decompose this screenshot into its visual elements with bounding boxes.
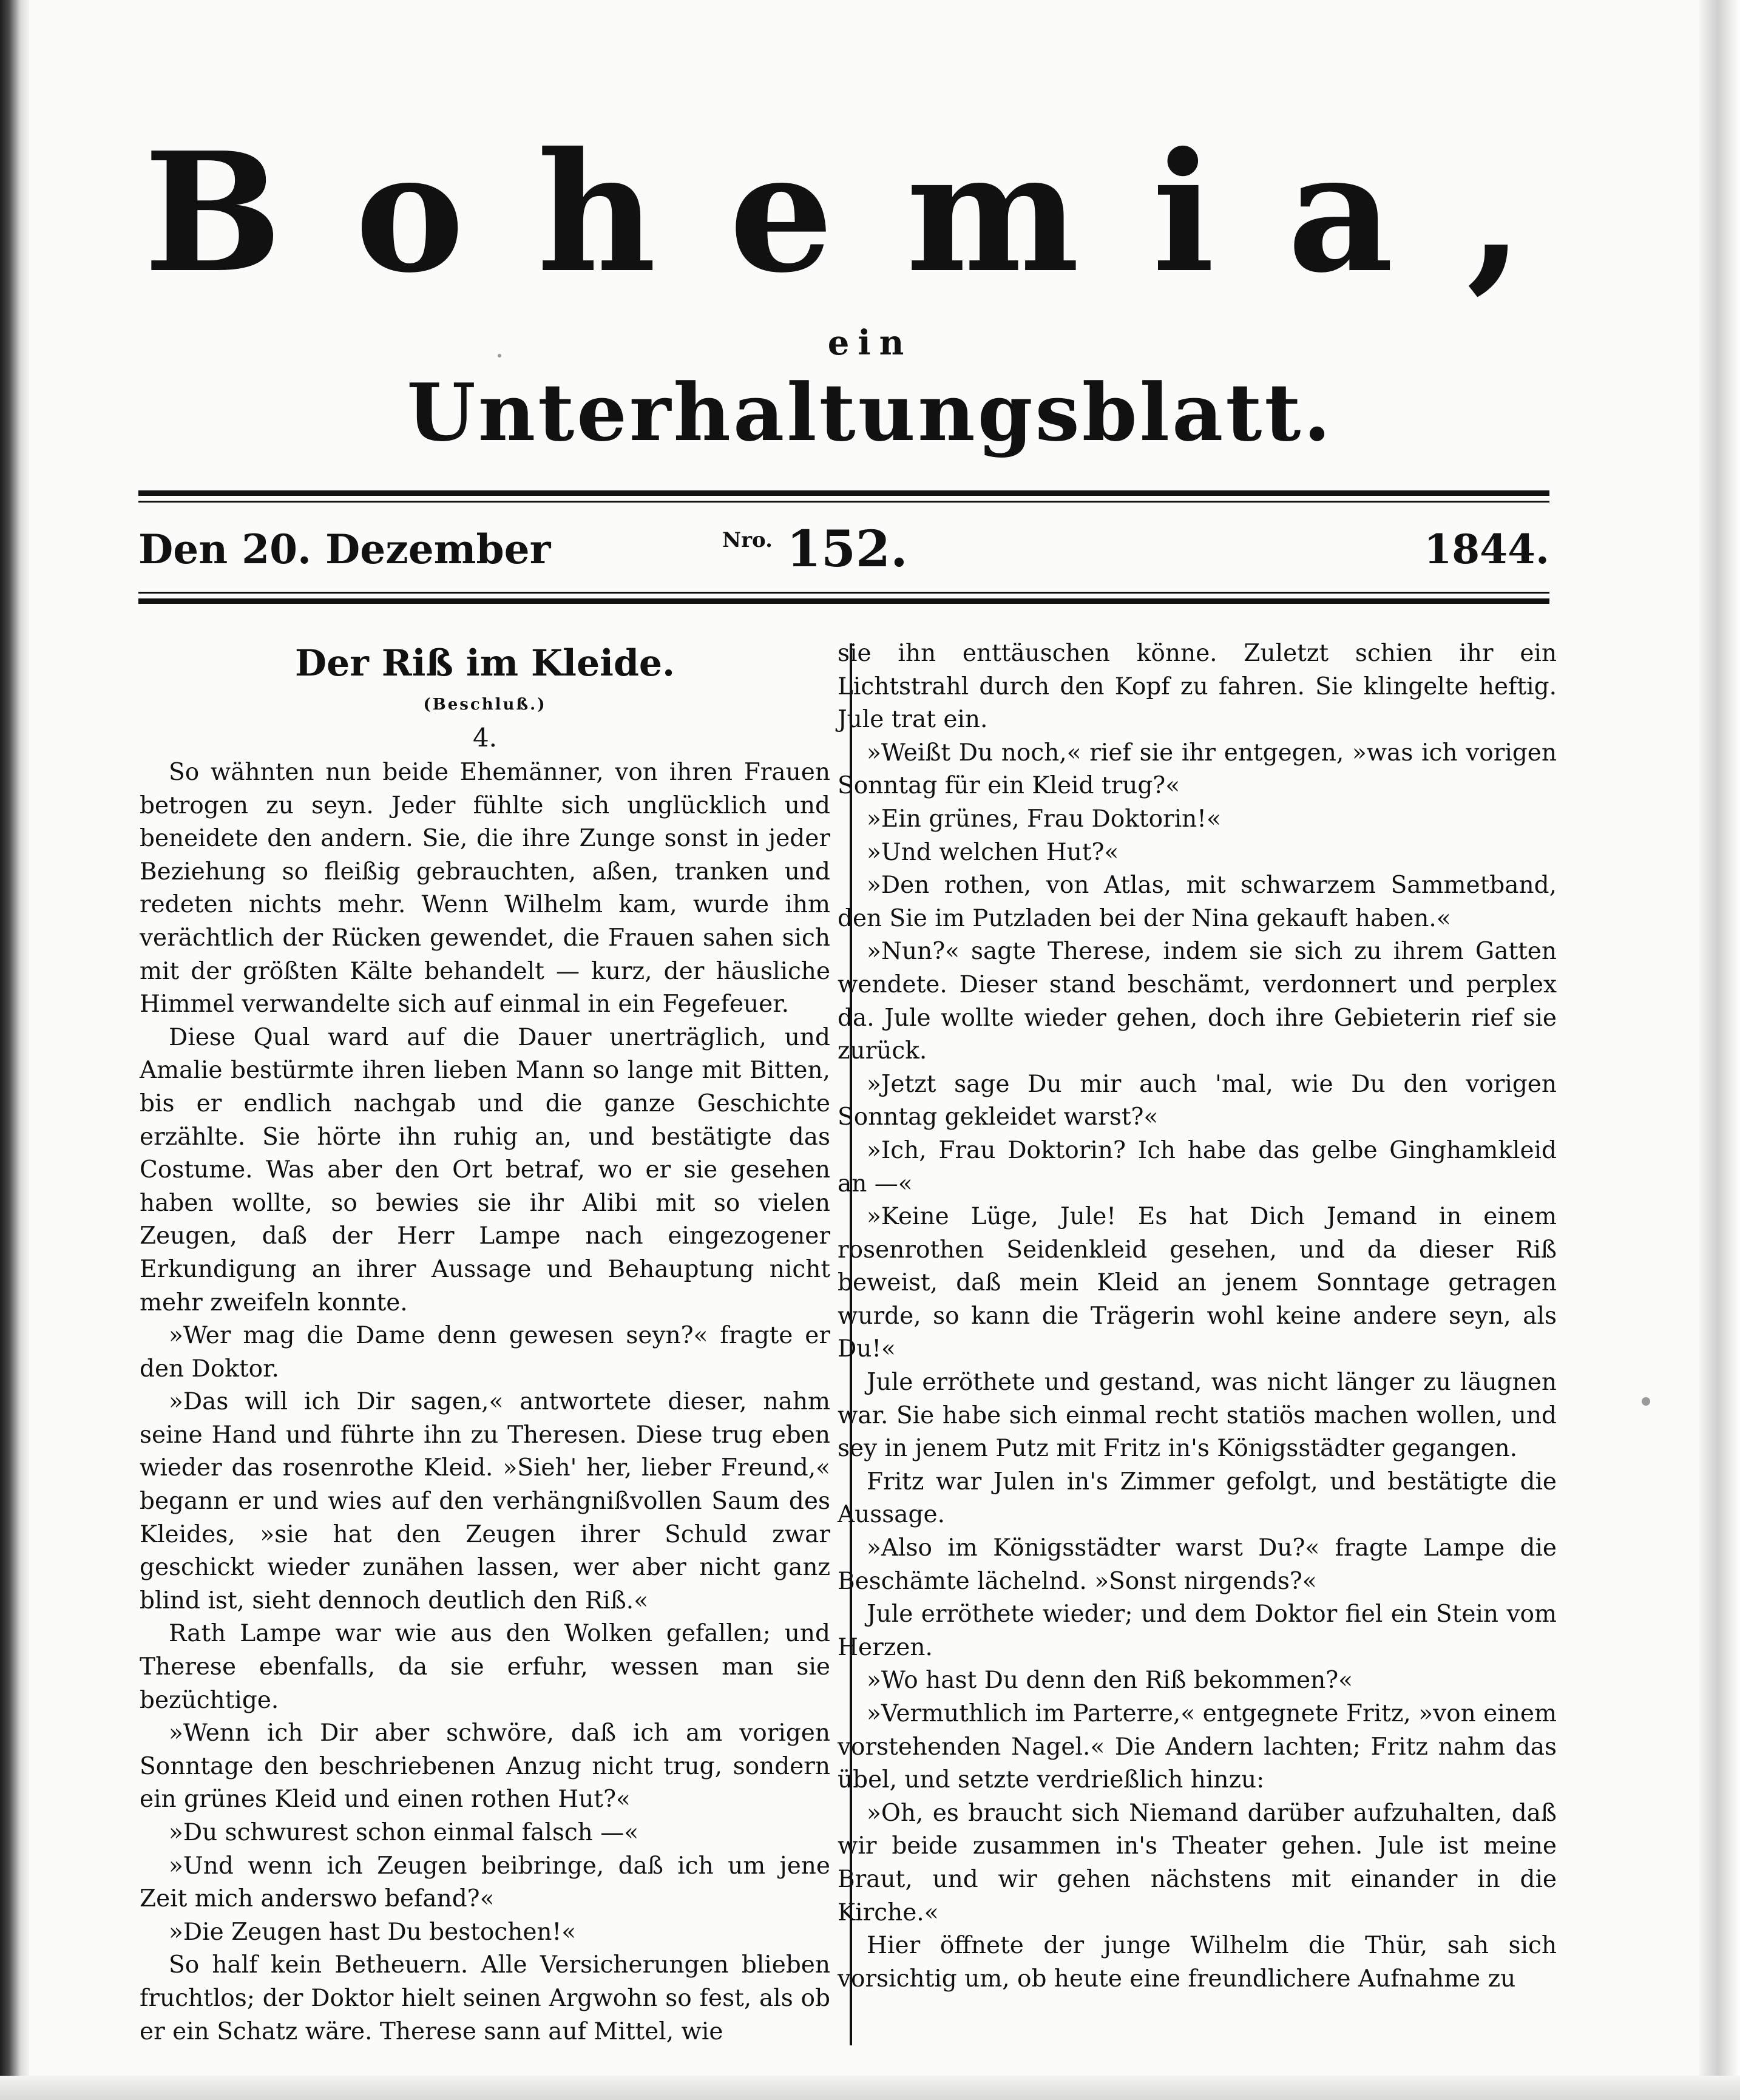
header-rule-top-thin xyxy=(138,501,1549,503)
paragraph: »Keine Lüge, Jule! Es hat Dich Jemand in einem rosenrothen Seidenkleid gesehen, und da dieser Riß beweist, daß mein Kleid an jenem Sonntage getragen wurde, so kann die Trägerin wohl keine andere seyn, als Du!« xyxy=(838,1203,1557,1363)
issue-year: 1844. xyxy=(1424,526,1549,573)
paragraph: Fritz war Julen in's Zimmer gefolgt, und bestätigte die Aussage. xyxy=(838,1468,1557,1529)
paragraph: sie ihn enttäuschen könne. Zuletzt schien ihr ein Lichtstrahl durch den Kopf zu fahren. Sie klingelte heftig. Jule trat ein. xyxy=(838,640,1557,734)
paragraph: »Vermuthlich im Parterre,« entgegnete Fritz, »von einem vorstehenden Nagel.« Die Andern lachten; Fritz nahm das übel, und setzte verdrießlich hinzu: xyxy=(838,1700,1557,1794)
paragraph: »Du schwurest schon einmal falsch —« xyxy=(169,1819,639,1846)
paragraph: »Das will ich Dir sagen,« antwortete dieser, nahm seine Hand und führte ihn zu Theresen. Diese trug eben wieder das rosenrothe Kleid. »Sieh' her, lieber Freund,« begann er und wies auf den verhängnißvollen Saum des Kleides, »sie hat den Zeugen ihrer Schuld zwar geschickt wieder zunähen lassen, wer aber nicht ganz blind ist, sieht dennoch deutlich den Riß.« xyxy=(140,1388,830,1614)
paragraph: So half kein Betheuern. Alle Versicherungen blieben fruchtlos; der Doktor hielt seinen Argwohn so fest, als ob er ein Schatz wäre. Therese sann auf Mittel, wie xyxy=(140,1951,830,2045)
paragraph: So wähnten nun beide Ehemänner, von ihren Frauen betrogen zu seyn. Jeder fühlte sich unglücklich und beneidete den andern. Sie, die ihre Zunge sonst in jeder Beziehung so fleißig gebrauchten, aßen, tranken und redeten nichts mehr. Wenn Wilhelm kam, wurde ihm verächtlich der Rücken gewendet, die Frauen sahen sich mit der größten Kälte behandelt — kurz, der häusliche Himmel verwandelte sich auf einmal in ein Fegefeuer. xyxy=(140,759,830,1018)
issue-date: Den 20. Dezember xyxy=(138,526,551,573)
paragraph: »Und welchen Hut?« xyxy=(867,838,1119,866)
paper-speck xyxy=(498,354,501,357)
paragraph: »Den rothen, von Atlas, mit schwarzem Sammetband, den Sie im Putzladen bei der Nina gekauft haben.« xyxy=(838,872,1557,932)
paragraph: »Wo hast Du denn den Riß bekommen?« xyxy=(867,1667,1353,1695)
article-column-right xyxy=(838,637,1557,1996)
paragraph: »Ich, Frau Doktorin? Ich habe das gelbe Ginghamkleid an —« xyxy=(838,1136,1557,1197)
article-section-number: 4. xyxy=(472,723,498,753)
article-column-left xyxy=(140,637,830,2048)
paragraph: Jule erröthete und gestand, was nicht länger zu läugnen war. Sie habe sich einmal recht statiös machen wollen, und sey in jenem Putz mit Fritz in's Königsstädter gegangen. xyxy=(838,1369,1557,1463)
paragraph: »Oh, es braucht sich Niemand darüber aufzuhalten, daß wir beide zusammen in's Theater gehen. Jule ist meine Braut, und wir gehen nächstens mit einander in die Kirche.« xyxy=(838,1799,1557,1926)
article-title: Der Riß im Kleide. xyxy=(295,642,675,685)
header-rule-bottom-thick xyxy=(138,598,1549,604)
paragraph: »Wenn ich Dir aber schwöre, daß ich am vorigen Sonntage den beschriebenen Anzug nicht trug, sondern ein grünes Kleid und einen rothen Hut?« xyxy=(140,1719,830,1814)
masthead-title: Bohemia, xyxy=(143,116,1597,309)
paragraph: Jule erröthete wieder; und dem Doktor fiel ein Stein vom Herzen. xyxy=(838,1600,1557,1661)
paragraph: »Weißt Du noch,« rief sie ihr entgegen, »was ich vorigen Sonntag für ein Kleid trug?« xyxy=(838,739,1557,800)
header-rule-top-thick xyxy=(138,490,1549,496)
article-note: (Beschluß.) xyxy=(423,696,547,714)
paragraph: »Wer mag die Dame denn gewesen seyn?« fragte er den Doktor. xyxy=(140,1322,830,1383)
masthead-subtitle-small: ein xyxy=(827,323,913,363)
masthead-subtitle: Unterhaltungsblatt. xyxy=(407,366,1333,459)
paragraph: »Nun?« sagte Therese, indem sie sich zu ihrem Gatten wendete. Dieser stand beschämt, verdonnert und perplex da. Jule wollte wieder gehen, doch ihre Gebieterin rief sie zurück. xyxy=(838,938,1557,1065)
issue-number xyxy=(722,522,908,577)
paragraph: »Also im Königsstädter warst Du?« fragte Lampe die Beschämte lächelnd. »Sonst nirgends?« xyxy=(838,1534,1557,1595)
paragraph: »Die Zeugen hast Du bestochen!« xyxy=(169,1918,577,1946)
paragraph: »Jetzt sage Du mir auch 'mal, wie Du den vorigen Sonntag gekleidet warst?« xyxy=(838,1070,1557,1131)
paragraph: »Und wenn ich Zeugen beibringe, daß ich um jene Zeit mich anderswo befand?« xyxy=(140,1852,830,1913)
paragraph: Rath Lampe war wie aus den Wolken gefallen; und Therese ebenfalls, da sie erfuhr, wessen man sie bezüchtige. xyxy=(140,1620,830,1714)
scan-edge-bottom xyxy=(0,2076,1740,2100)
paper-speck xyxy=(1642,1397,1650,1406)
issue-number-value: 152. xyxy=(786,520,908,578)
issue-number-prefix: Nro. xyxy=(722,528,773,552)
scan-edge-left xyxy=(0,0,29,2100)
paragraph: Diese Qual ward auf die Dauer unerträglich, und Amalie bestürmte ihren lieben Mann so lange mit Bitten, bis er endlich nachgab und die ganze Geschichte erzählte. Sie hörte ihn ruhig an, und bestätigte das Costume. Was aber den Ort betraf, wo er sie gesehen haben wollte, so bewies sie ihr Alibi mit so vielen Zeugen, daß der Herr Lampe nach eingezogener Erkundigung an ihrer Aussage und Behauptung nicht mehr zweifeln konnte. xyxy=(140,1023,830,1316)
scan-edge-right xyxy=(1699,0,1740,2100)
paragraph: »Ein grünes, Frau Doktorin!« xyxy=(867,805,1221,833)
header-rule-bottom-thin xyxy=(138,592,1549,594)
paragraph: Hier öffnete der junge Wilhelm die Thür, sah sich vorsichtig um, ob heute eine freundlichere Aufnahme zu xyxy=(838,1932,1557,1993)
